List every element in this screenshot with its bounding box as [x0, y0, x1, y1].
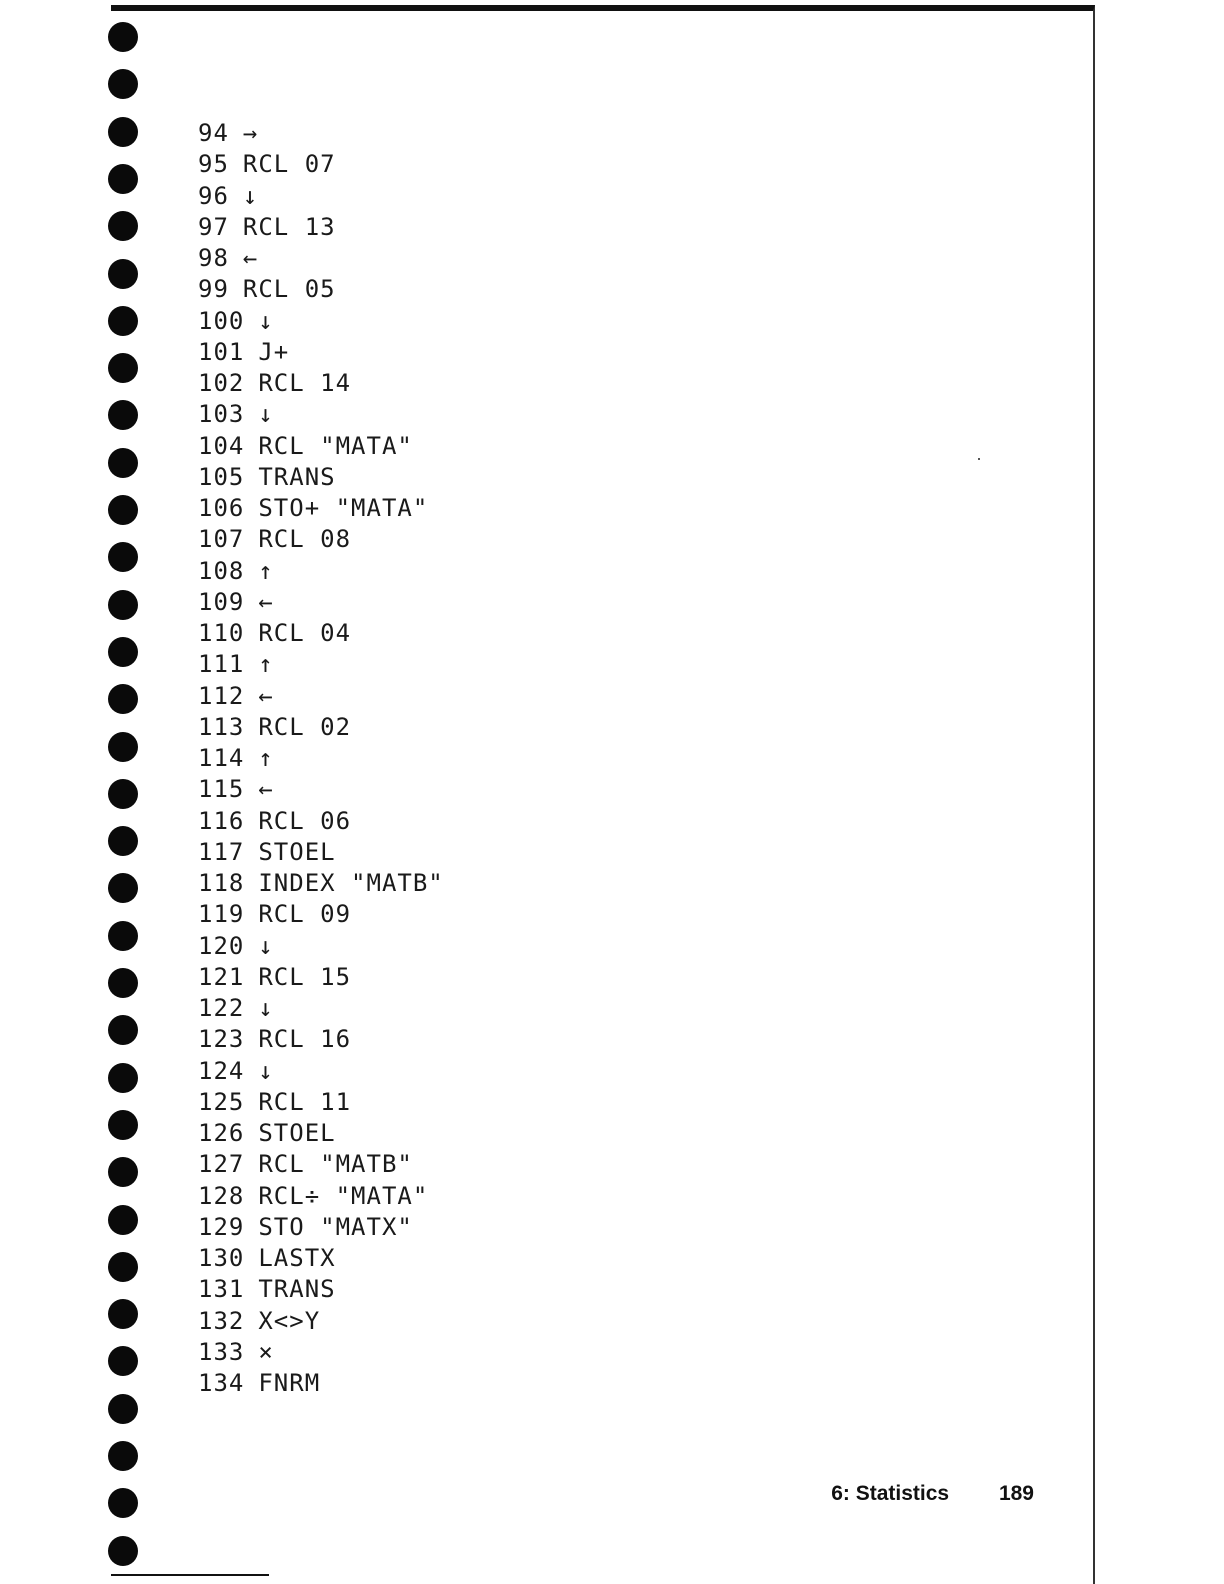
instruction: RCL 02 [258, 712, 352, 741]
instruction: RCL 08 [258, 525, 352, 554]
program-line [198, 993, 444, 1024]
instruction: J+ [258, 337, 290, 366]
program-line [198, 774, 444, 805]
line-number: 124 [198, 1056, 245, 1085]
line-number: 117 [198, 837, 245, 866]
line-number: 99 [198, 275, 229, 304]
line-number: 131 [198, 1275, 245, 1304]
instruction: INDEX "MATB" [258, 869, 444, 897]
instruction: RCL 06 [258, 806, 352, 835]
line-number: 95 [198, 150, 229, 179]
line-number: 105 [198, 462, 245, 491]
line-number: 101 [198, 337, 245, 366]
binding-hole [108, 1063, 138, 1093]
line-number: 132 [198, 1306, 245, 1335]
instruction: X<>Y [258, 1306, 321, 1335]
program-line [198, 524, 444, 555]
line-number: 126 [198, 1119, 245, 1147]
instruction: RCL 04 [258, 619, 352, 647]
binding-hole [108, 448, 138, 478]
instruction: ↑ [258, 556, 274, 585]
program-line [198, 181, 444, 212]
instruction: TRANS [258, 462, 336, 491]
instruction: RCL÷ "MATA" [258, 1181, 429, 1210]
line-number: 102 [198, 369, 245, 397]
line-number: 106 [198, 494, 245, 522]
binding-hole [108, 1536, 138, 1566]
instruction: × [258, 1337, 274, 1366]
program-line [198, 1181, 444, 1212]
program-line [198, 962, 444, 993]
binding-hole [108, 637, 138, 667]
instruction: ↓ [258, 994, 274, 1022]
instruction: RCL 09 [258, 900, 352, 929]
binding-hole [108, 495, 138, 525]
binding-hole [108, 1205, 138, 1235]
line-number: 100 [198, 306, 245, 335]
line-number: 129 [198, 1212, 245, 1241]
program-line [198, 931, 444, 962]
program-line [198, 274, 444, 305]
binding-hole [108, 542, 138, 572]
line-number: 110 [198, 619, 245, 647]
program-line [198, 149, 444, 180]
line-number: 120 [198, 931, 245, 960]
instruction: ← [258, 775, 274, 804]
instruction: FNRM [258, 1369, 321, 1397]
binding-hole [108, 590, 138, 620]
binding-hole [108, 873, 138, 903]
program-line [198, 681, 444, 712]
program-line [198, 306, 444, 337]
instruction: RCL 05 [242, 275, 336, 304]
binding-holes [108, 22, 148, 1582]
binding-hole [108, 921, 138, 951]
program-line [198, 1337, 444, 1368]
binding-hole [108, 1110, 138, 1140]
line-number: 107 [198, 525, 245, 554]
instruction: RCL 11 [258, 1087, 352, 1116]
line-number: 112 [198, 681, 245, 710]
binding-hole [108, 1441, 138, 1471]
instruction: STO "MATX" [258, 1212, 413, 1241]
binding-hole [108, 259, 138, 289]
binding-hole [108, 306, 138, 336]
line-number: 108 [198, 556, 245, 585]
line-number: 98 [198, 244, 229, 272]
line-number: 96 [198, 181, 229, 210]
instruction: STO+ "MATA" [258, 494, 429, 522]
line-number: 130 [198, 1244, 245, 1272]
line-number: 113 [198, 712, 245, 741]
binding-hole [108, 117, 138, 147]
binding-hole [108, 164, 138, 194]
line-number: 125 [198, 1087, 245, 1116]
binding-hole [108, 211, 138, 241]
line-number: 122 [198, 994, 245, 1022]
binding-hole [108, 22, 138, 52]
instruction: RCL 16 [258, 1025, 352, 1054]
program-line [198, 1212, 444, 1243]
line-number: 114 [198, 744, 245, 772]
line-number: 109 [198, 587, 245, 616]
instruction: ↓ [258, 306, 274, 335]
line-number: 94 [198, 119, 229, 147]
instruction: ↑ [258, 650, 274, 679]
line-number: 116 [198, 806, 245, 835]
line-number: 127 [198, 1150, 245, 1179]
program-line [198, 1087, 444, 1118]
binding-hole [108, 1252, 138, 1282]
binding-hole [108, 1346, 138, 1376]
program-line [198, 618, 444, 649]
program-line [198, 118, 444, 149]
line-number: 111 [198, 650, 245, 679]
program-line [198, 462, 444, 493]
line-number: 104 [198, 431, 245, 460]
program-line [198, 431, 444, 462]
program-line [198, 1243, 444, 1274]
instruction: RCL "MATB" [258, 1150, 413, 1179]
instruction: RCL 13 [242, 212, 336, 241]
binding-hole [108, 779, 138, 809]
program-listing [198, 118, 444, 1399]
instruction: ← [258, 681, 274, 710]
program-line [198, 743, 444, 774]
line-number: 103 [198, 400, 245, 429]
instruction: → [242, 119, 259, 147]
binding-hole [108, 732, 138, 762]
program-line [198, 837, 444, 868]
program-line [198, 649, 444, 680]
program-line [198, 587, 444, 618]
program-line [198, 1056, 444, 1087]
instruction: LASTX [258, 1244, 336, 1272]
binding-hole [108, 1394, 138, 1424]
program-line [198, 1118, 444, 1149]
page-number: 189 [998, 1482, 1034, 1505]
instruction: RCL 14 [258, 369, 352, 397]
program-line [198, 899, 444, 930]
program-line [198, 1024, 444, 1055]
instruction: ↓ [258, 400, 274, 429]
program-line [198, 368, 444, 399]
instruction: ← [258, 587, 274, 616]
instruction: STOEL [258, 837, 336, 866]
instruction: RCL "MATA" [258, 431, 413, 460]
line-number: 115 [198, 775, 245, 804]
binding-hole [108, 69, 138, 99]
program-line [198, 712, 444, 743]
program-line [198, 556, 444, 587]
chapter-title: 6: Statistics [831, 1482, 950, 1505]
program-line [198, 806, 444, 837]
binding-hole [108, 400, 138, 430]
program-line [198, 1306, 444, 1337]
line-number: 118 [198, 869, 245, 897]
program-line [198, 212, 444, 243]
page-footer [831, 1482, 1034, 1506]
binding-hole [108, 1157, 138, 1187]
binding-hole [108, 353, 138, 383]
line-number: 119 [198, 900, 245, 929]
program-line [198, 399, 444, 430]
line-number: 121 [198, 962, 245, 991]
instruction: ← [242, 244, 259, 272]
instruction: ↓ [258, 1056, 274, 1085]
line-number: 97 [198, 212, 229, 241]
program-line [198, 337, 444, 368]
program-line [198, 1274, 444, 1305]
instruction: ↓ [242, 181, 259, 210]
scan-speck [978, 458, 980, 460]
instruction: STOEL [258, 1119, 336, 1147]
line-number: 134 [198, 1369, 245, 1397]
instruction: RCL 07 [242, 150, 336, 179]
instruction: ↑ [258, 744, 274, 772]
program-line [198, 493, 444, 524]
binding-hole [108, 1299, 138, 1329]
binding-hole [108, 1015, 138, 1045]
line-number: 133 [198, 1337, 245, 1366]
program-line [198, 868, 444, 899]
program-line [198, 243, 444, 274]
binding-hole [108, 826, 138, 856]
line-number: 128 [198, 1181, 245, 1210]
instruction: ↓ [258, 931, 274, 960]
binding-hole [108, 684, 138, 714]
program-line [198, 1149, 444, 1180]
program-line [198, 1368, 444, 1399]
instruction: TRANS [258, 1275, 336, 1304]
binding-hole [108, 968, 138, 998]
line-number: 123 [198, 1025, 245, 1054]
binding-hole [108, 1488, 138, 1518]
instruction: RCL 15 [258, 962, 352, 991]
